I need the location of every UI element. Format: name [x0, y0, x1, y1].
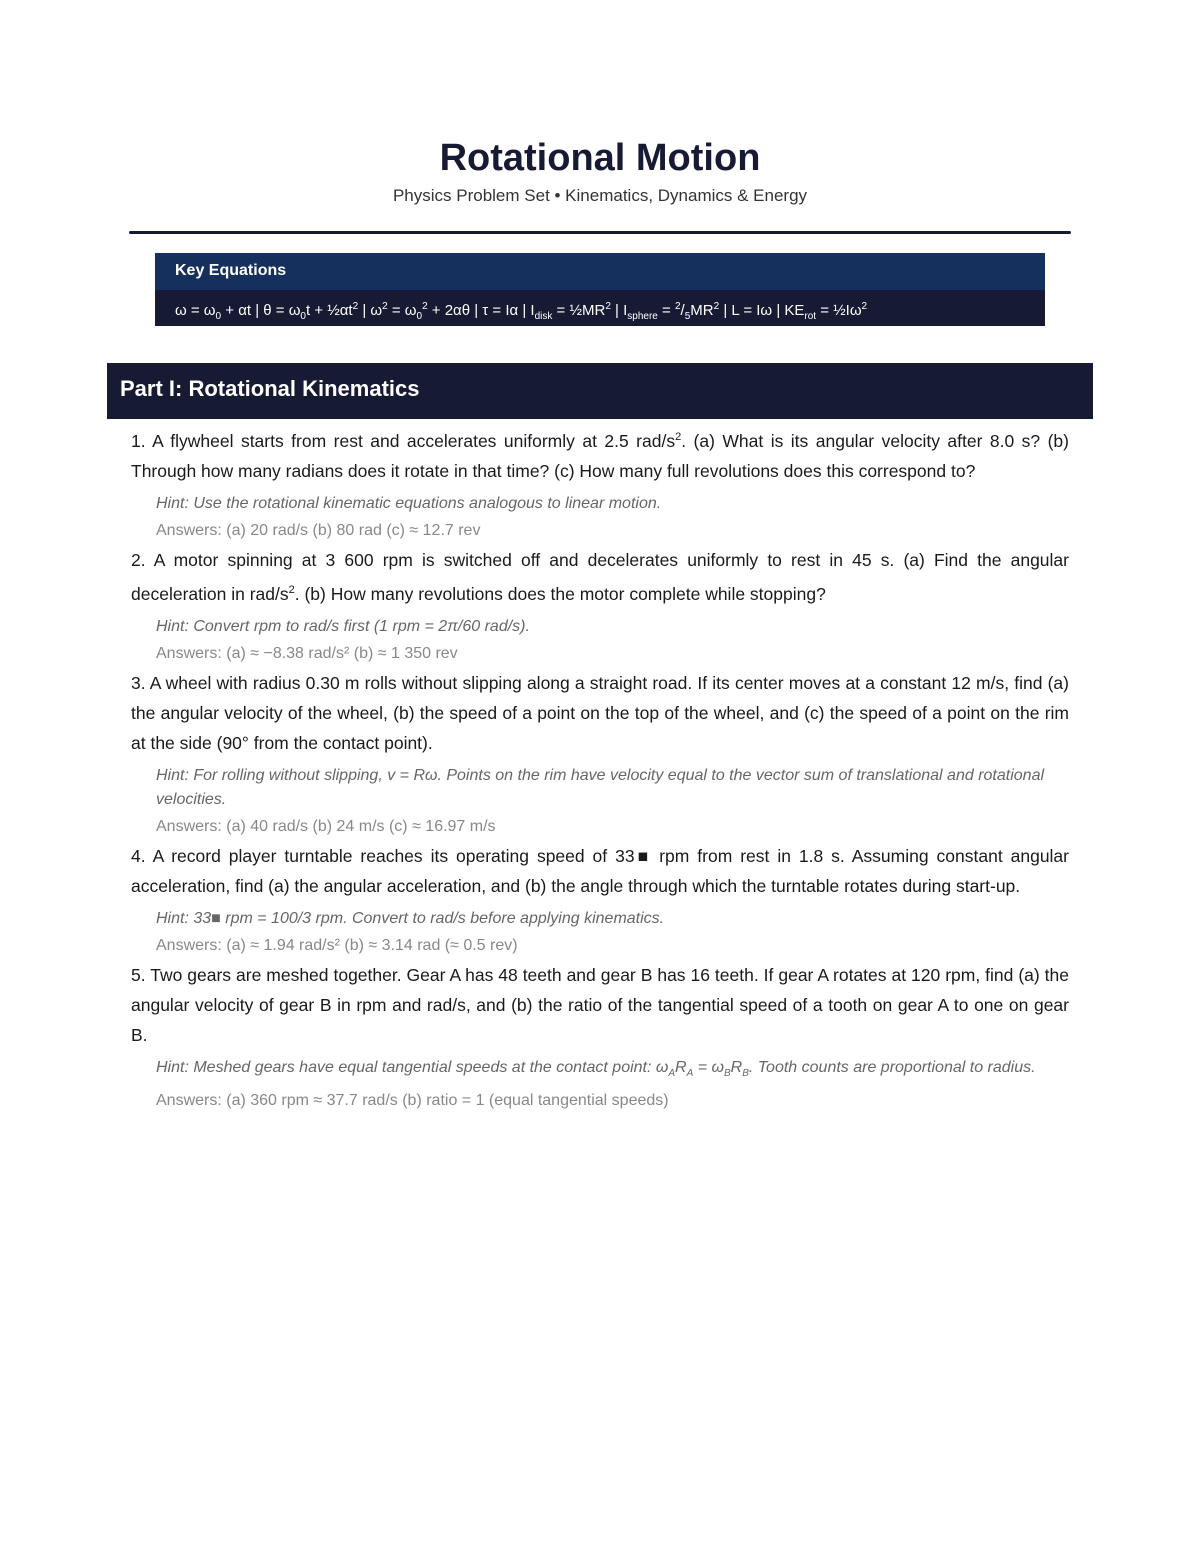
eq-text: =	[657, 302, 675, 319]
eq-sup: 2	[605, 301, 611, 312]
subscript: B	[742, 1067, 749, 1079]
eq-sub: 0	[215, 311, 222, 322]
question-text	[131, 422, 1069, 486]
eq-sub: 0	[416, 311, 423, 322]
eq-sup: 2	[713, 301, 720, 312]
eq-sup: 2	[382, 301, 388, 312]
eq-sub: 0	[300, 311, 306, 322]
subscript: A	[668, 1067, 676, 1079]
problem-list	[131, 422, 1069, 1115]
eq-sub: disk	[534, 311, 553, 322]
hint-part: . Tooth counts are proportional to radius.	[748, 1058, 1036, 1076]
problem-4	[131, 841, 1069, 959]
eq-text: = ½Iω	[816, 302, 862, 319]
subscript: B	[723, 1067, 731, 1079]
question-text-part: . (b) How many revolutions does the motor complete while stopping?	[294, 583, 826, 604]
answer-text: Answers: (a) 360 rpm ≈ 37.7 rad/s (b) ratio = 1 (equal tangential speeds)	[156, 1091, 669, 1109]
key-equations-box	[155, 253, 1045, 326]
answer-text: Answers: (a) ≈ −8.38 rad/s² (b) ≈ 1 350 rev	[156, 644, 458, 662]
answer-text: Answers: (a) 20 rad/s (b) 80 rad (c) ≈ 12.7 rev	[156, 521, 481, 539]
hint-text: Hint: Use the rotational kinematic equations analogous to linear motion.	[156, 494, 662, 512]
hint-part: Hint: Meshed gears have equal tangential speeds at the contact point: ω	[156, 1058, 669, 1076]
question-text-part: . (a) What is its angular velocity after 8.0 s? (b) Through how many radians does it rotate in that time? (c) How many full revolutions does this correspond to?	[131, 430, 1069, 481]
superscript: 2	[288, 583, 295, 596]
eq-sup: 2	[861, 301, 868, 312]
hint-text: Hint: 33■ rpm = 100/3 rpm. Convert to rad/s before applying kinematics.	[156, 909, 665, 927]
subscript: A	[686, 1067, 694, 1079]
eq-text: + 2αθ | τ = Iα | I	[427, 302, 535, 319]
eq-text: t + ½αt	[305, 302, 353, 319]
eq-sup: 2	[422, 301, 428, 312]
eq-sub: sphere	[627, 311, 658, 322]
eq-text: ω = ω	[175, 302, 216, 319]
eq-text: | ω	[358, 302, 383, 319]
eq-text: = ω	[387, 302, 417, 319]
page-subtitle: Physics Problem Set • Kinematics, Dynamics & Energy	[392, 186, 808, 205]
eq-text: + αt | θ = ω	[221, 302, 301, 319]
part-heading: Part I: Rotational Kinematics	[107, 363, 1093, 419]
page-title: Rotational Motion	[439, 137, 761, 179]
hint-part: = ω	[693, 1058, 724, 1076]
answer-text: Answers: (a) 40 rad/s (b) 24 m/s (c) ≈ 16.97 m/s	[156, 817, 496, 835]
superscript: 2	[675, 431, 682, 443]
hint-part: R	[675, 1058, 687, 1076]
hint-text: Hint: For rolling without slipping, v = Rω. Points on the rim have velocity equal to the vector sum of translational and rotational velocities.	[156, 766, 1045, 808]
eq-text: | L = Iω | KE	[719, 302, 805, 319]
eq-sup: 2	[674, 301, 681, 312]
eq-text: | I	[610, 302, 628, 319]
hint-text	[156, 1056, 1069, 1086]
problem-5	[131, 960, 1069, 1114]
question-text: 3. A wheel with radius 0.30 m rolls without slipping along a straight road. If its center moves at a constant 12 m/s, find (a) the angular velocity of the wheel, (b) the speed of a point on the top of the wheel, and (c) the speed of a point on the rim at the side (90° from the contact point).	[131, 672, 1069, 753]
hint-part: R	[730, 1058, 743, 1076]
key-equations-heading: Key Equations	[155, 253, 1045, 290]
key-equations-list	[155, 290, 1045, 326]
eq-sub: rot	[804, 311, 817, 322]
eq-text: = ½MR	[552, 302, 606, 319]
problem-3	[131, 668, 1069, 840]
problem-2	[131, 545, 1069, 667]
question-text-part: 2. A motor spinning at 3 600 rpm is switched off and decelerates uniformly to rest in 45 s. (a) Find the angular deceleration in rad/s	[131, 549, 1069, 604]
answer-text: Answers: (a) ≈ 1.94 rad/s² (b) ≈ 3.14 rad (≈ 0.5 rev)	[156, 936, 518, 954]
question-text	[131, 545, 1069, 609]
eq-sub: 5	[684, 311, 691, 322]
problem-1	[131, 422, 1069, 544]
question-text: 4. A record player turntable reaches its operating speed of 33■ rpm from rest in 1.8 s. Assuming constant angular acceleration, find (a) the angular acceleration, and (b) the angle through which the turntable rotates during start-up.	[131, 845, 1069, 896]
eq-sup: 2	[352, 301, 359, 312]
eq-text: MR	[690, 302, 714, 319]
question-text-part: 1. A flywheel starts from rest and accelerates uniformly at 2.5 rad/s	[131, 430, 676, 451]
eq-text: /	[680, 302, 685, 319]
hint-text: Hint: Convert rpm to rad/s first (1 rpm = 2π/60 rad/s).	[156, 617, 530, 635]
title-divider	[129, 231, 1071, 234]
question-text: 5. Two gears are meshed together. Gear A has 48 teeth and gear B has 16 teeth. If gear A rotates at 120 rpm, find (a) the angular velocity of gear B in rpm and rad/s, and (b) the ratio of the tangential speed of a tooth on gear A to one on gear B.	[131, 964, 1069, 1045]
